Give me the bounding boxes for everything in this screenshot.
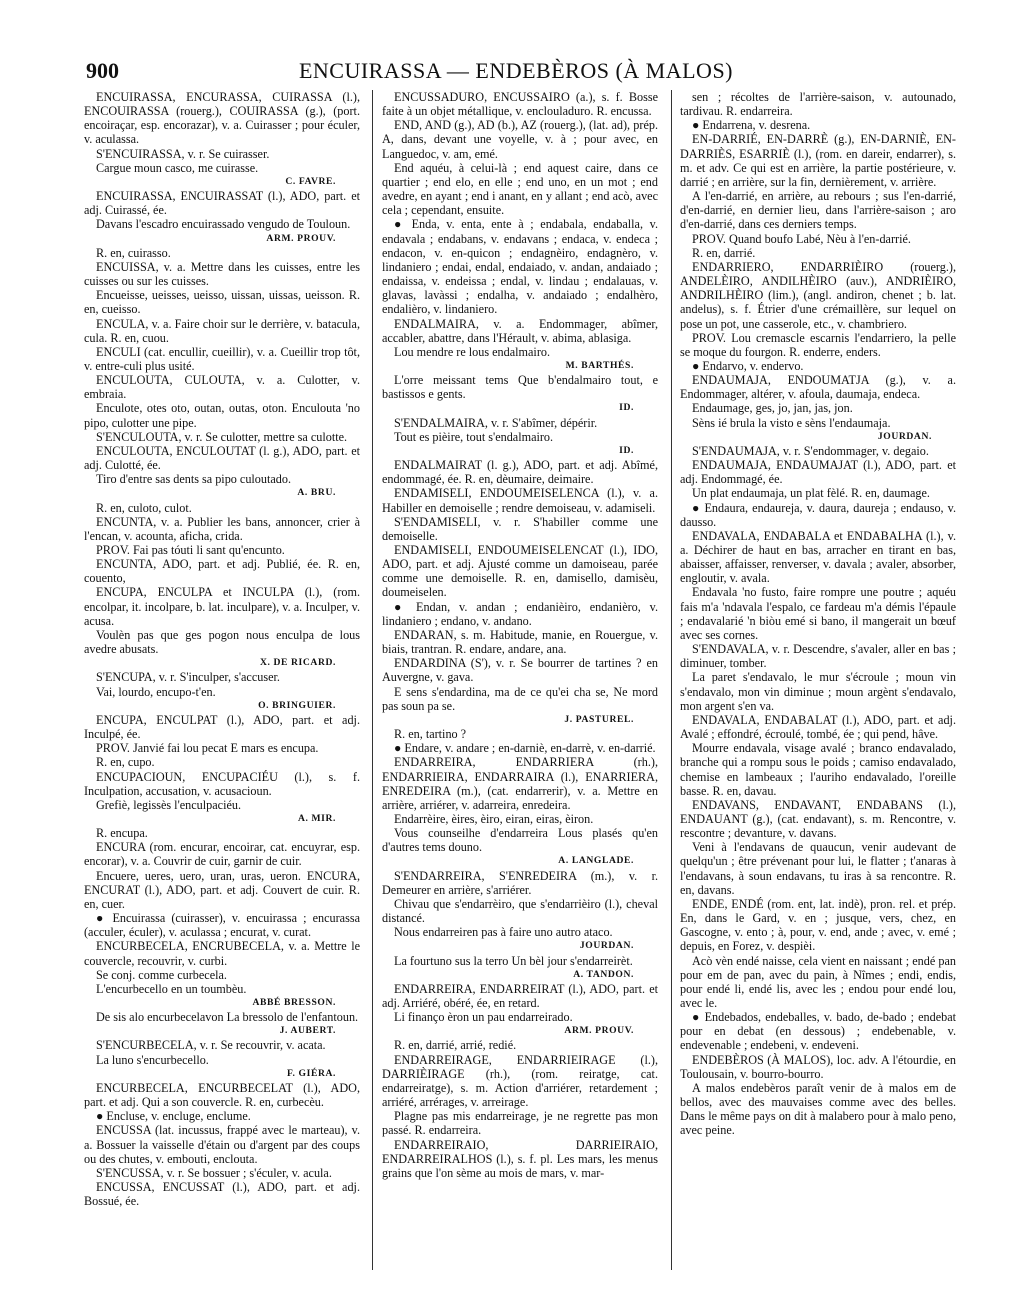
dictionary-entry: ENCULOUTA, CULOUTA, v. a. Culotter, v. embraia. [84, 373, 360, 402]
dictionary-entry: ENDAMISELI, ENDOUMEISELENCAT (l.), IDO, ADO, part. et adj. Ajusté comme un damoiseau, parée comme une demoiselle. R. en, damisello, damisèu, doumeiselen. [382, 543, 658, 600]
dictionary-entry: ENCURBECELA, ENCRUBECELA, v. a. Mettre le couvercle, recouvrir, v. curbi. [84, 939, 360, 968]
dictionary-entry: ENCUPA, ENCULPAT (l.), ADO, part. et adj. Inculpé, ée. [84, 712, 360, 742]
dictionary-entry: ENDE, ENDÉ (rom. ent, lat. indè), pron. rel. et prép. En, dans le Gard, v. en ; jusque, vers, chez, en Gascogne, v. ento ; à, pour, v. end, ande ; avec, v. emé ; depuis, en Forez, v. despièi. [680, 896, 956, 954]
citation-author: J. PASTUREL. [564, 713, 634, 725]
dictionary-entry: ENCUSSA (lat. incussus, frappé avec le marteau), v. a. Bossuer la vaisselle d'étain ou d'argent par des coups ou des chutes, v. embouti, enclouta. [84, 1123, 360, 1166]
dictionary-entry: Mourre endavala, visage avalé ; branco endavalado, branche qui a rompu sous le poids ; camiso endavalado, chemise en lambeaux ; l'auriho endavalado, l'oreille basse. R. en, davau. [680, 741, 956, 798]
dictionary-entry: ENCUPACIOUN, ENCUPACIÉU (l.), s. f. Inculpation, accusation, v. acusacioun. [84, 769, 360, 798]
dictionary-entry: PROV. Lou cremascle escarnis l'endarriero, la pelle se moque du fourgon. R. enderre, enders. [680, 330, 956, 359]
page-header [86, 58, 946, 88]
dictionary-entry: ENCUPA, ENCULPA et INCULPA (l.), (rom. encolpar, it. incolpare, b. lat. inculpare), v. a. Inculper, v. acusa. [84, 585, 360, 628]
dictionary-entry: R. en, cuirasso. [96, 245, 171, 260]
dictionary-entry: Chivau que s'endarrèiro, que s'endarrièiro (l.), cheval distancé. [382, 896, 658, 926]
dictionary-entry: R. en, darrié. [692, 245, 756, 260]
dictionary-entry: S'ENCURBECELA, v. r. Se recouvrir, v. acata. [96, 1038, 326, 1053]
dictionary-entry: END, AND (g.), AD (b.), AZ (rouerg.), (lat. ad), prép. A, dans, devant une voyelle, v. à ; pour avec, en Languedoc, v. am, emé. [382, 118, 658, 161]
dictionary-entry: Endaumage, ges, jo, jan, jas, jon. [692, 401, 853, 416]
dictionary-entry: Vai, lourdo, encupo-t'en. [96, 684, 216, 699]
dictionary-entry: ENDALMAIRAT (l. g.), ADO, part. et adj. Abîmé, endommagé, ée. R. en, dèumaire, deimaire. [382, 458, 658, 487]
dictionary-entry: La paret s'endavalo, le mur s'écroule ; moun vin s'endavalo, mon vin diminue ; moun argènt s'endavalo, mon argent s'en va. [680, 670, 956, 713]
column-middle [382, 90, 658, 1270]
dictionary-entry: ENDARREIRA, ENDARRIERA (rh.), ENDARRIEIRA, ENDARRAIRA (l.), ENARRIERA, ENREDEIRA (m.), (cat. endarrerir), v. a. Mettre en arrière, arriérer, v. adarreira, enredeira. [382, 755, 658, 812]
dictionary-entry: ENCUSSADURO, ENCUSSAIRO (a.), s. f. Bosse faite à un objet métallique, v. enclouladuro. R. encussa. [382, 90, 658, 119]
dictionary-entry: Sèns ié brula la visto e sèns l'endaumaja. [692, 415, 891, 430]
dictionary-entry: E sens s'endardina, ma de ce qu'ei cha se, Ne mord pas soun pa se. [382, 684, 658, 713]
dictionary-entry: ENCULI (cat. encullir, cueillir), v. a. Cueillir trop tôt, v. entre-culi plus usité. [84, 344, 360, 373]
dictionary-entry: End aquéu, à celui-là ; end aquest caire, dans ce quartier ; end elo, en elle ; end uno, en un mot ; end avedre, en ayant ; end i anant, en y allant ; end acò, avec cela ; cependant, ensuite. [382, 160, 658, 218]
dictionary-entry: La luno s'encurbecello. [96, 1052, 209, 1067]
citation-author: ARM. PROUV. [564, 1025, 634, 1037]
dictionary-entry: ENDARREIRAIO, DARRIEIRAIO, ENDARREIRALHOS (l.), s. f. pl. Les mars, les menus grains que l'on sème au mois de mars, v. mar- [382, 1137, 658, 1180]
citation-author: ID. [619, 402, 634, 414]
dictionary-entry: S'ENCUSSA, v. r. Se bossuer ; s'éculer, v. acula. [96, 1165, 332, 1180]
dictionary-entry: sen ; récoltes de l'arrière-saison, v. autounado, tardivau. R. endarreira. [680, 90, 956, 119]
dictionary-entry: S'ENDAUMAJA, v. r. S'endommager, v. degaio. [692, 443, 929, 458]
citation-author: A. TANDON. [573, 968, 634, 980]
dictionary-entry: ENDARREIRA, ENDARREIRAT (l.), ADO, part. et adj. Arriéré, obéré, ée, en retard. [382, 981, 658, 1010]
dictionary-entry: Grefiè, legissès l'enculpaciéu. [96, 797, 242, 812]
dictionary-entry: Vous counseilhe d'endarreira Lous plasés qu'en d'autres tems douno. [382, 826, 658, 855]
dictionary-entry: S'ENCULOUTA, v. r. Se culotter, mettre sa culotte. [96, 429, 348, 444]
dictionary-entry: R. en, tartino ? [394, 727, 467, 742]
dictionary-entry: ENDAVALA, ENDABALA et ENDABALHA (l.), v. a. Déchirer de haut en bas, arracher en tirant en bas, abaisser, affaisser, renverser, v. davala ; avaler, absorber, engloutir, v. avala. [680, 528, 956, 586]
dictionary-entry: PROV. Janvié fai lou pecat E mars es encupa. [96, 741, 319, 756]
dictionary-entry: L'orre meissant tems Que b'endalmairo tout, e bastissos e gents. [382, 373, 658, 402]
dictionary-entry: Endarrèire, èires, èiro, eiran, eiras, èiron. [394, 811, 594, 826]
dictionary-entry: ● Enda, v. enta, ente à ; endabala, endaballa, v. endavala ; endabans, v. endavans ; endaca, v. endeca ; endacon, v. en-quicon ; endagnèiro, endagnèro, v. lindaniero ; endai, endal, endaiado, v. andan, andaiado ; endaissa, v. endeissa ; endal, v. lindau ; endalauas, v. glavas, lavàssi ; endalha, v. andaiado ; endalhèro, endalièro, v. lindaniero. [382, 217, 658, 317]
dictionary-entry: ENDAVANS, ENDAVANT, ENDABANS (l.), ENDAUANT (g.), (cat. endavant), s. m. Rencontre, v. rescontre ; devanture, v. davans. [680, 797, 956, 841]
citation-author: O. BRINGUIER. [258, 699, 336, 711]
column-left [84, 90, 360, 1270]
dictionary-entry: ● Endarrena, v. desrena. [692, 118, 811, 133]
dictionary-entry: ENDAUMAJA, ENDAUMAJAT (l.), ADO, part. et adj. Endommagé, ée. [680, 458, 956, 487]
citation-author: J. AUBERT. [279, 1025, 336, 1037]
citation-author: A. LANGLADE. [558, 855, 634, 867]
running-title: ENCUIRASSA — ENDEBÈROS (À MALOS) [298, 58, 734, 83]
dictionary-entry: Li finanço èron un pau endarreirado. [394, 1010, 573, 1025]
dictionary-entry: L'encurbecello en un toumbèu. [96, 981, 247, 996]
text-columns [84, 90, 956, 1270]
dictionary-entry: R. en, darrié, arrié, redié. [394, 1038, 517, 1053]
dictionary-entry: ● Endan, v. andan ; endanièiro, endanièro, v. lindaniero ; endano, v. andano. [382, 599, 658, 628]
dictionary-entry: Endavala 'no fusto, faire rompre une poutre ; aquéu fais m'a 'ndavala l'espalo, ce fardeau m'a démis l'épaule ; endavalarié 'n biòu emé si bano, il mangerait un bœuf avec ses cornes. [680, 585, 956, 642]
dictionary-entry: ● Encluse, v. encluge, enclume. [96, 1109, 251, 1124]
dictionary-entry: PROV. Fai pas tóuti li sant qu'encunto. [96, 543, 285, 557]
dictionary-entry: Tout es pièire, tout s'endalmairo. [394, 429, 554, 444]
dictionary-entry: Voulèn pas que ges pogon nous enculpa de lous avedre abusats. [84, 627, 360, 657]
citation-author: ARM. PROUV. [266, 232, 336, 244]
dictionary-entry: ENCUSSA, ENCUSSAT (l.), ADO, part. et adj. Bossué, ée. [84, 1180, 360, 1209]
dictionary-entry: ENDARREIRAGE, ENDARRIEIRAGE (l.), DARRIÈIRAGE (rh.), (rom. reiratge, cat. endarreiratge), s. m. Action d'arriérer, retardement ; arriéré, arrérages, v. arreirage. [382, 1052, 658, 1110]
citation-author: C. FAVRE. [285, 175, 336, 187]
dictionary-entry: ENCUIRASSA, ENCUIRASSAT (l.), ADO, part. et adj. Cuirassé, ée. [84, 189, 360, 218]
dictionary-entry: S'ENDAVALA, v. r. Descendre, s'avaler, aller en bas ; diminuer, tomber. [680, 642, 956, 671]
dictionary-entry: ENDAMISELI, ENDOUMEISELENCA (l.), v. a. Habiller en demoiselle ; rendre demoiseau, v. adamiseli. [382, 486, 658, 515]
citation-author: A. MIR. [297, 812, 336, 824]
dictionary-entry: ENCUISSA, v. a. Mettre dans les cuisses, entre les cuisses ou sur les cuisses. [84, 259, 360, 289]
dictionary-entry: ENDAUMAJA, ENDOUMATJA (g.), v. a. Endommager, altérer, v. afoula, daumaja, endeca. [680, 373, 956, 402]
dictionary-entry: S'ENDAMISELI, v. r. S'habiller comme une demoiselle. [382, 514, 658, 543]
dictionary-entry: A malos endebèros paraît venir de à malos em de bellos, avec des mauvaises comme avec des belles. Dans le même pays on dit à malabero pour à malo peno, avec peine. [680, 1080, 956, 1138]
dictionary-entry: S'ENCUIRASSA, v. r. Se cuirasser. [96, 146, 270, 161]
dictionary-entry: Encueisse, ueisses, ueisso, uissan, uissas, ueisson. R. en, cueisso. [84, 288, 360, 317]
dictionary-entry: PROV. Quand boufo Labé, Nèu à l'en-darrié. [692, 231, 911, 246]
dictionary-entry: De sis alo encurbecelavon La bressolo de l'enfantoun. [96, 1010, 359, 1025]
dictionary-entry: Tiro d'entre sas dents sa pipo culoutado. [96, 472, 292, 487]
dictionary-entry: ENDAVALA, ENDABALAT (l.), ADO, part. et adj. Avalé ; effondré, écroulé, tombé, ée ; qui pend, hâve. [680, 712, 956, 742]
dictionary-entry: EN-DARRIÉ, EN-DARRÈ (g.), EN-DARNIÈ, EN-DARRIÈS, ESARRIÈ (l.), (rom. en dareir, endarrer), s. m. et adv. Ce qui est en arrière, la partie postérieure, v. darrié ; en arrière, sur la fin, dernièrement, v. arrière. [680, 132, 956, 189]
dictionary-entry: ● Encuirassa (cuirasser), v. encuirassa ; encurassa (acculer, éculer), v. aculassa ; encurat, v. curat. [84, 911, 360, 940]
dictionary-entry: ● Endarvo, v. endervo. [692, 358, 804, 373]
dictionary-entry: Veni à l'endavans de quaucun, venir audevant de quelqu'un ; être prévenant pour lui, le flatter ; t'anaras à l'endavans, à soun endavans, tu iras à sa rencontre. R. en, davans. [680, 840, 956, 897]
column-divider [671, 90, 672, 1270]
dictionary-entry: Cargue moun casco, me cuirasse. [96, 160, 259, 175]
dictionary-entry: Enculote, otes oto, outan, outas, oton. Enculouta 'no pipo, culotter une pipe. [84, 401, 360, 430]
dictionary-entry: ENDARRIERO, ENDARRIÈIRO (rouerg.), ANDELÈIRO, ANDILHÈIRO (auv.), ANDRIÈIRO, ANDRILHÈIRO (lim.), (angl. andiron, chenet ; b. lat. andelus), s. f. Étrier d'une crémaillère, sur lequel on pose un pot, une casserole, etc., v. chambriero. [680, 259, 956, 331]
dictionary-entry: La fourtuno sus la terro Un bèl jour s'endarreirèt. [394, 953, 633, 968]
dictionary-entry: Encuere, ueres, uero, uran, uras, ueron. ENCURA, ENCURAT (l.), ADO, part. et adj. Couvert de cuir. R. en, cuer. [84, 868, 360, 911]
citation-author: F. GIÉRA. [286, 1067, 336, 1079]
dictionary-entry: R. encupa. [96, 826, 148, 841]
dictionary-entry: ENCURA (rom. encurar, encoirar, cat. encuyrar, esp. encorar), v. a. Couvrir de cuir, garnir de cuir. [84, 840, 360, 869]
dictionary-entry: ● Endare, v. andare ; en-darniè, en-darrè, v. en-darrié. [394, 741, 656, 756]
dictionary-entry: ENCUNTA, ADO, part. et adj. Publié, ée. R. en, couento, [84, 557, 360, 586]
dictionary-entry: ENCUIRASSA, ENCURASSA, CUIRASSA (l.), ENCOUIRASSA (rouerg.), COUIRASSA (g.), (port. encoiraçar, esp. encorazar), v. a. Cuirasser ; pour éculer, v. aculassa. [84, 90, 360, 147]
dictionary-entry: ● Endebados, endeballes, v. bado, de-bado ; endebat pour en debat (en dessous) ; endebenable, v. endevenable ; endebeni, v. endeveni. [680, 1010, 956, 1053]
dictionary-entry: R. en, cupo. [96, 755, 155, 770]
dictionary-entry: ENCUNTA, v. a. Publier les bans, annoncer, crier à l'encan, v. acounta, aficha, crida. [84, 514, 360, 543]
dictionary-entry: Nous endarreiren pas à faire uno autro ataco. [394, 925, 613, 940]
dictionary-entry: S'ENDALMAIRA, v. r. S'abîmer, dépérir. [394, 415, 598, 430]
dictionary-entry: ENDALMAIRA, v. a. Endommager, abîmer, accabler, abattre, dans l'Hérault, v. abima, ablasiga. [382, 316, 658, 345]
column-right [680, 90, 956, 1270]
dictionary-entry: S'ENCUPA, v. r. S'inculper, s'accuser. [96, 670, 280, 685]
dictionary-entry: ENCURBECELA, ENCURBECELAT (l.), ADO, part. et adj. Qui a son couvercle. R. en, curbecèu. [84, 1080, 360, 1110]
citation-author: A. BRU. [297, 487, 336, 499]
dictionary-entry: ENDARDINA (S'), v. r. Se bourrer de tartines ? en Auvergne, v. gava. [382, 656, 658, 685]
dictionary-entry: Acò vèn endé naisse, cela vient en naissant ; endé pan pour em de pan, avec du pain, à Nîmes ; endi, endis, pour endé li, endé lis, avec les ; endou pour endé lou, avec le. [680, 953, 956, 1010]
citation-author: JOURDAN. [579, 940, 634, 952]
citation-author: ID. [619, 444, 634, 456]
dictionary-entry: S'ENDARREIRA, S'ENREDEIRA (m.), v. r. Demeurer en arrière, s'arriérer. [382, 868, 658, 897]
dictionary-entry: ● Endaura, endaureja, v. daura, daureja ; endauso, v. dausso. [680, 500, 956, 529]
dictionary-entry: ENDEBÈROS (À MALOS), loc. adv. A l'étourdie, en Toulousain, v. bourro-bourro. [680, 1052, 956, 1081]
citation-author: ABBÉ BRESSON. [252, 997, 336, 1008]
dictionary-entry: Plagne pas mis endarreirage, je ne regrette pas mon passé. R. endarreira. [382, 1109, 658, 1138]
dictionary-entry: ENCULOUTA, ENCULOUTAT (l. g.), ADO, part. et adj. Culotté, ée. [84, 443, 360, 473]
page-number: 900 [86, 58, 119, 83]
dictionary-entry: Davans l'escadro encuirassado vengudo de Touloun. [96, 217, 351, 232]
dictionary-entry: ENCULA, v. a. Faire choir sur le derrière, v. batacula, cula. R. en, cuou. [84, 316, 360, 345]
dictionary-entry: R. en, culoto, culot. [96, 500, 192, 515]
dictionary-entry: ENDARAN, s. m. Habitude, manie, en Rouergue, v. biais, trantran. R. endare, andare, ana. [382, 627, 658, 657]
citation-author: X. DE RICARD. [259, 657, 336, 669]
dictionary-entry: Lou mendre re lous endalmairo. [394, 344, 551, 359]
citation-author: M. BARTHÉS. [565, 359, 634, 371]
citation-author: JOURDAN. [877, 430, 932, 442]
column-divider [372, 90, 373, 1270]
dictionary-entry: Un plat endaumaja, un plat fèlé. R. en, daumage. [692, 486, 930, 501]
dictionary-entry: Se conj. comme curbecela. [96, 967, 227, 982]
dictionary-entry: A l'en-darrié, en arrière, au rebours ; sus l'en-darrié, d'en-darrié, en dernier lieu, dans l'arrière-saison ; aro d'en-darrié, dans ces derniers temps. [680, 189, 956, 232]
